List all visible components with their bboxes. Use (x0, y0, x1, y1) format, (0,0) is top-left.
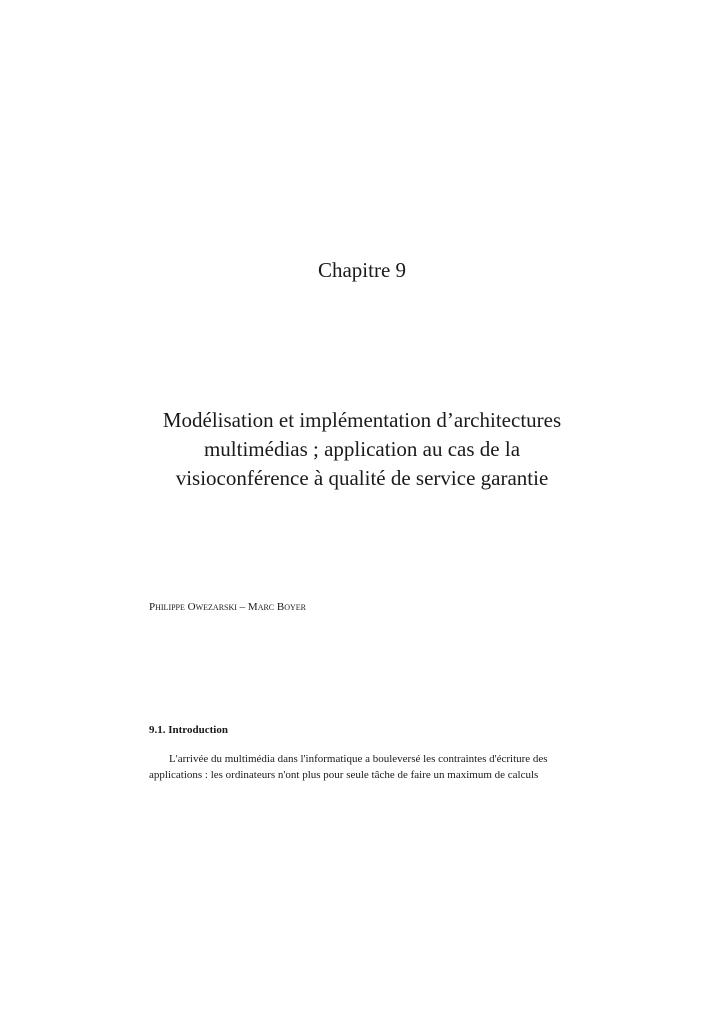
paragraph-line: L'arrivée du multimédia dans l'informatique a bouleversé les contraintes d'écriture des (169, 753, 548, 765)
chapter-title-line: Modélisation et implémentation d’architectures (162, 408, 562, 432)
paragraph-line: applications : les ordinateurs n'ont plus pour seule tâche de faire un maximum de calculs (149, 769, 539, 781)
authors: Philippe Owezarski – Marc Boyer (149, 601, 307, 613)
intro-paragraph (149, 751, 575, 783)
chapter-title-line: multimédias ; application au cas de la (203, 437, 521, 461)
section-heading: 9.1. Introduction (149, 724, 228, 736)
chapter-title-line: visioconférence à qualité de service garantie (175, 466, 549, 490)
chapter-title (130, 406, 594, 493)
chapter-label: Chapitre 9 (317, 258, 407, 282)
